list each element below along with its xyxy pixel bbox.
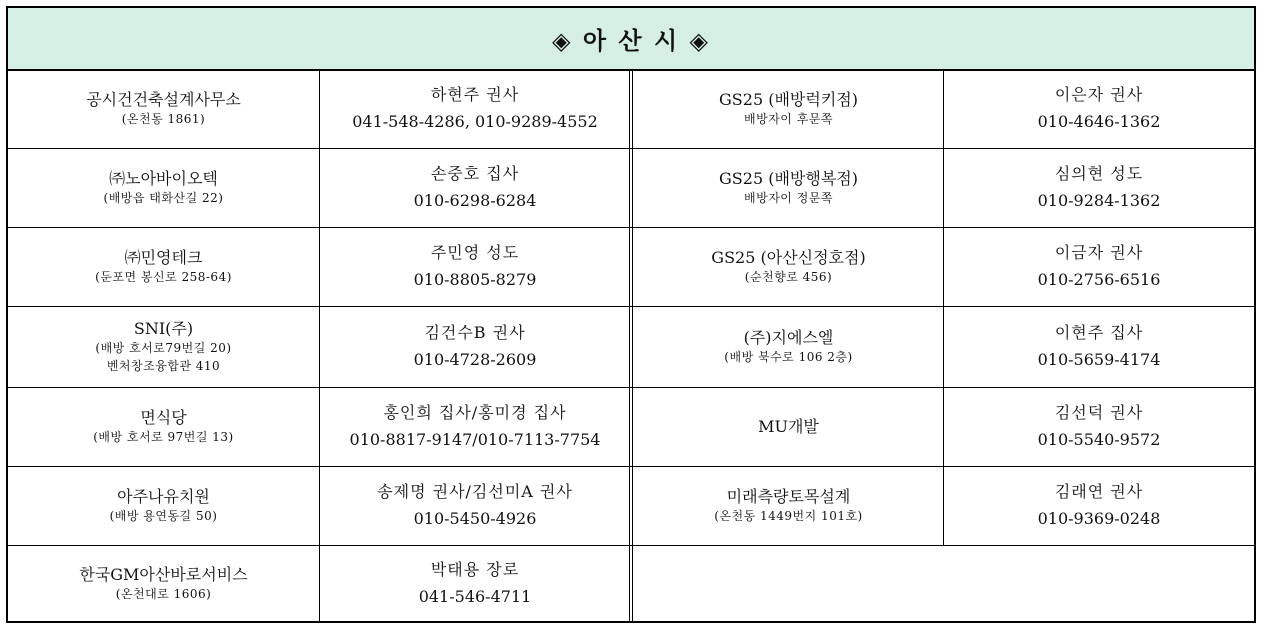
contact-person: 김래연 권사	[1054, 481, 1144, 501]
table-row	[8, 148, 1254, 228]
business-cell	[634, 227, 944, 306]
business-address: (배방 호서로79번길 20)	[95, 340, 232, 355]
business-name: MU개발	[758, 416, 819, 436]
contact-person: 이금자 권사	[1054, 242, 1144, 262]
business-address: (둔포면 봉신로 258-64)	[95, 269, 232, 284]
contact-cell	[944, 69, 1254, 148]
business-name: 면식당	[140, 407, 187, 427]
business-name: 아주나유치원	[117, 486, 210, 506]
contact-cell	[944, 227, 1254, 306]
business-cell	[8, 545, 320, 623]
business-address: (배방 용연동길 50)	[109, 508, 218, 523]
contact-cell	[944, 387, 1254, 466]
contact-person: 이현주 집사	[1054, 322, 1144, 342]
contact-cell	[320, 69, 630, 148]
business-address: (온천동 1861)	[121, 111, 206, 126]
business-name: GS25 (배방럭키점)	[719, 89, 858, 109]
contact-person: 하현주 권사	[430, 84, 520, 104]
business-name: 공시건건축설계사무소	[86, 89, 241, 109]
business-cell	[8, 306, 320, 387]
business-cell	[8, 466, 320, 545]
contact-cell	[944, 148, 1254, 227]
contact-person: 김선덕 권사	[1054, 402, 1144, 422]
contact-phone: 010-6298-6284	[413, 190, 537, 210]
contact-person: 홍인희 집사/홍미경 집사	[383, 402, 567, 422]
contact-person: 박태용 장로	[430, 560, 520, 579]
contact-phone: 010-5540-9572	[1037, 429, 1161, 449]
business-cell	[634, 148, 944, 227]
business-cell	[8, 69, 320, 148]
contact-phone: 041-548-4286, 010-9289-4552	[352, 111, 598, 131]
contact-cell	[944, 466, 1254, 545]
contact-person: 심의현 성도	[1054, 163, 1144, 183]
business-cell	[634, 466, 944, 545]
business-name: 한국GM아산바로서비스	[79, 565, 248, 584]
contact-cell	[320, 306, 630, 387]
contact-phone: 010-8805-8279	[413, 269, 537, 289]
contact-phone: 010-9369-0248	[1037, 508, 1161, 528]
contact-phone: 010-8817-9147/010-7113-7754	[349, 429, 601, 449]
contact-cell	[320, 387, 630, 466]
business-cell	[8, 227, 320, 306]
table-row	[8, 545, 1254, 623]
business-address: (온천대로 1606)	[115, 587, 212, 601]
contact-cell	[320, 545, 630, 623]
business-name: SNI(주)	[133, 318, 194, 338]
table-row	[8, 227, 1254, 307]
contact-person: 주민영 성도	[430, 242, 520, 262]
contact-phone: 010-5659-4174	[1037, 349, 1161, 369]
contact-phone: 041-546-4711	[418, 587, 532, 606]
business-address: (온천동 1449번지 101호)	[714, 508, 863, 523]
contact-cell	[320, 227, 630, 306]
contact-cell	[320, 148, 630, 227]
contact-phone: 010-2756-6516	[1037, 269, 1161, 289]
business-cell	[634, 387, 944, 466]
business-cell	[634, 69, 944, 148]
contact-cell	[944, 306, 1254, 387]
business-address: (순천향로 456)	[744, 269, 833, 284]
table-title: ◈ 아 산 시 ◈	[8, 8, 1254, 71]
business-cell	[8, 387, 320, 466]
business-name: GS25 (배방행복점)	[719, 168, 858, 188]
table-row	[8, 69, 1254, 149]
business-name: ㈜민영테크	[124, 247, 203, 267]
contact-person: 송제명 권사/김선미A 권사	[377, 481, 573, 501]
table-row	[8, 387, 1254, 467]
contact-cell	[320, 466, 630, 545]
contact-phone: 010-5450-4926	[413, 508, 537, 528]
business-name: (주)지에스엘	[743, 327, 834, 347]
business-address: 배방자이 후문쪽	[744, 111, 833, 126]
table-row	[8, 466, 1254, 546]
contact-person: 손중호 집사	[430, 163, 520, 183]
business-cell	[8, 148, 320, 227]
business-name: ㈜노아바이오텍	[109, 168, 218, 188]
business-address: 벤처창조융합관 410	[106, 358, 221, 373]
business-address: (배방 호서로 97번길 13)	[93, 429, 234, 444]
contact-phone: 010-4728-2609	[413, 349, 537, 369]
business-address: 배방자이 정문쪽	[744, 190, 833, 205]
business-address: (배방 북수로 106 2층)	[724, 349, 853, 364]
business-name: GS25 (아산신정호점)	[711, 247, 866, 267]
contact-person: 이은자 권사	[1054, 84, 1144, 104]
table-row	[8, 306, 1254, 388]
business-address: (배방읍 태화산길 22)	[103, 190, 224, 205]
contact-phone: 010-4646-1362	[1037, 111, 1161, 131]
directory-table	[6, 6, 1256, 623]
contact-person: 김건수B 권사	[424, 322, 526, 342]
business-cell	[634, 306, 944, 387]
contact-phone: 010-9284-1362	[1037, 190, 1161, 210]
business-name: 미래측량토목설계	[726, 486, 851, 506]
